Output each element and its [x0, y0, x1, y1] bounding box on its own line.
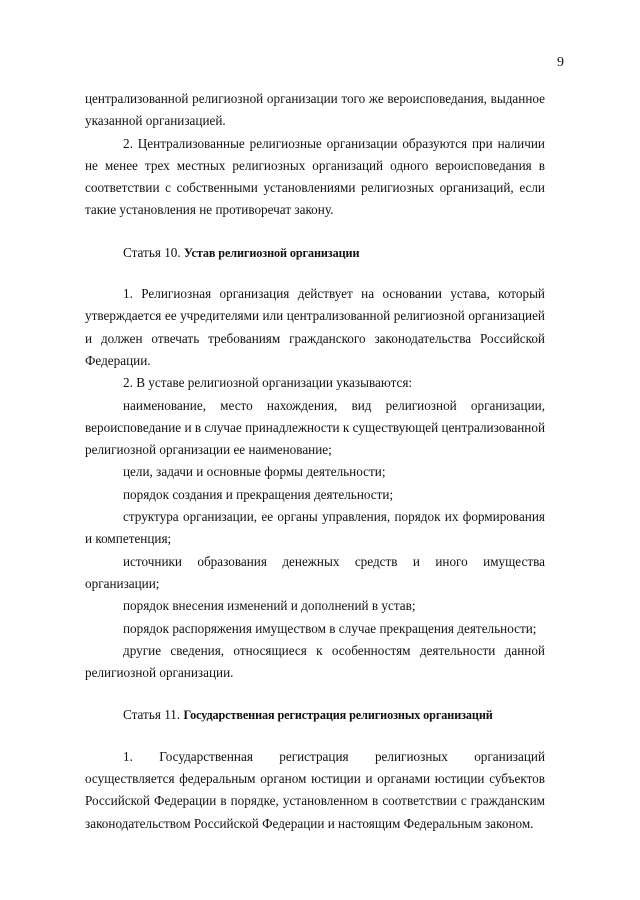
article-10-item: порядок распоряжения имуществом в случае прекращения деятельности; [123, 620, 537, 636]
document-body [85, 88, 545, 835]
article-10-item: порядок создания и прекращения деятельности; [123, 486, 394, 502]
paragraph-continuation: централизованной религиозной организации того же вероисповедания, выданное указанной организацией. [85, 91, 545, 129]
article-11-heading [85, 704, 545, 726]
article-11-item: 1. Государственная регистрация религиозных организаций осуществляется федеральным органом юстиции и органами юстиции субъектов Российской Федерации в порядке, установленном в соответствии с гражданским законодательством Российской Федерации и настоящим Федеральным законом. [85, 748, 545, 831]
article-10-item: наименование, место нахождения, вид религиозной организации, вероисповедание и в случае принадлежности к существующей централизованной религиозной организации ее наименование; [85, 397, 545, 458]
article-10-item: порядок внесения изменений и дополнений в устав; [123, 598, 416, 614]
page-number: 9 [557, 55, 564, 70]
paragraph-centralized-orgs: 2. Централизованные религиозные организации образуются при наличии не менее трех местных религиозных организаций одного вероисповедания в соответствии с собственными установлениями религиозных организаций, если такие установления не противоречат закону. [85, 135, 545, 218]
article-10-item: источники образования денежных средств и иного имущества организации; [85, 553, 545, 591]
article-10-item: другие сведения, относящиеся к особенностям деятельности данной религиозной организации. [85, 642, 545, 681]
article-10-item: 1. Религиозная организация действует на основании устава, который утверждается ее учредителями или централизованной религиозной организацией и должен отвечать требованиям гражданского законодательства Российской Федерации. [85, 286, 545, 368]
article-11-label: Статья 11. [123, 707, 181, 723]
article-10-item: цели, задачи и основные формы деятельности; [123, 464, 386, 480]
article-10-heading [85, 242, 545, 264]
article-10-item: 2. В уставе религиозной организации указываются: [123, 375, 413, 391]
article-11-title: Государственная регистрация религиозных организаций [183, 708, 493, 723]
article-10-item: структура организации, ее органы управления, порядок их формирования и компетенция; [85, 509, 545, 547]
article-10-title: Устав религиозной организации [183, 245, 360, 260]
article-10-label: Статья 10. [123, 244, 181, 260]
